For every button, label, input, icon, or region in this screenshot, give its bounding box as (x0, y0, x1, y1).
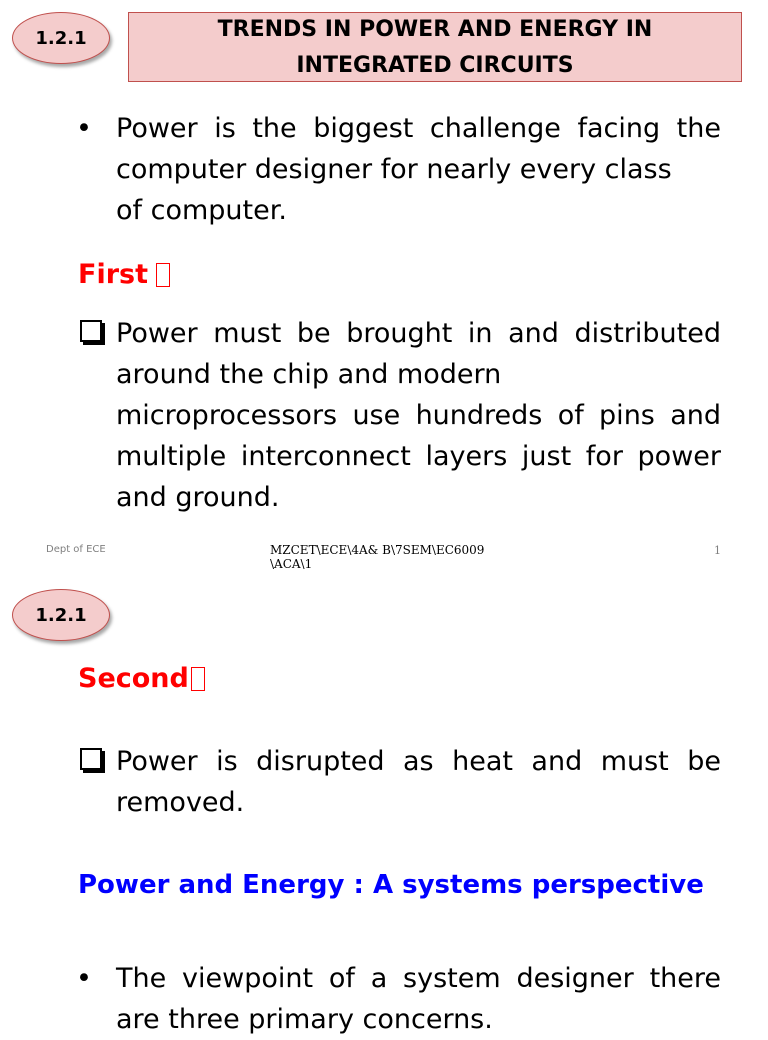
arrow-icon (156, 263, 170, 287)
text-line: around the chip and modern (116, 359, 502, 390)
checkbox-bullet-icon (80, 320, 102, 342)
footer-path (270, 543, 510, 571)
text-line: multiple interconnect layers just for power (116, 441, 721, 472)
section-badge-label: 1.2.1 (35, 27, 87, 49)
checkbox-paragraph (116, 741, 721, 823)
checkbox-bullet-icon (80, 748, 102, 770)
heading-second (78, 661, 205, 697)
text-line: and ground. (116, 482, 280, 513)
footer-path-line-2: \ACA\1 (270, 557, 313, 571)
bullet-paragraph (116, 108, 721, 231)
footer-path-line-1: MZCET\ECE\4A& B\7SEM\EC6009 (270, 543, 485, 557)
checkbox-paragraph (116, 313, 721, 518)
slide-title-line-1: TRENDS IN POWER AND ENERGY IN (217, 17, 653, 42)
text-line: Power must be brought in and distributed (116, 318, 721, 349)
footer-department: Dept of ECE (46, 544, 106, 555)
text-line: microprocessors use hundreds of pins and (116, 400, 721, 431)
arrow-icon (191, 667, 205, 691)
bullet-dot-icon: • (76, 113, 92, 144)
heading-first-label: First (78, 259, 148, 290)
text-line: The viewpoint of a system designer there (116, 963, 721, 994)
text-line: removed. (116, 787, 245, 818)
section-heading: Power and Energy : A systems perspective (78, 870, 704, 900)
text-line: Power is the biggest challenge facing the (116, 113, 721, 144)
section-badge (12, 589, 110, 641)
slide-title (128, 12, 742, 82)
page-number: 1 (714, 544, 721, 557)
section-badge-label: 1.2.1 (35, 604, 87, 626)
heading-second-label: Second (78, 663, 189, 694)
heading-first (78, 257, 170, 293)
bullet-dot-icon: • (76, 963, 92, 994)
text-line: are three primary concerns. (116, 1004, 493, 1035)
slide-title-line-2: INTEGRATED CIRCUITS (296, 53, 574, 78)
text-line: Power is disrupted as heat and must be (116, 746, 721, 777)
section-badge (12, 12, 110, 64)
text-line: computer designer for nearly every class (116, 154, 672, 185)
bullet-paragraph (116, 958, 721, 1040)
text-line: of computer. (116, 195, 287, 226)
